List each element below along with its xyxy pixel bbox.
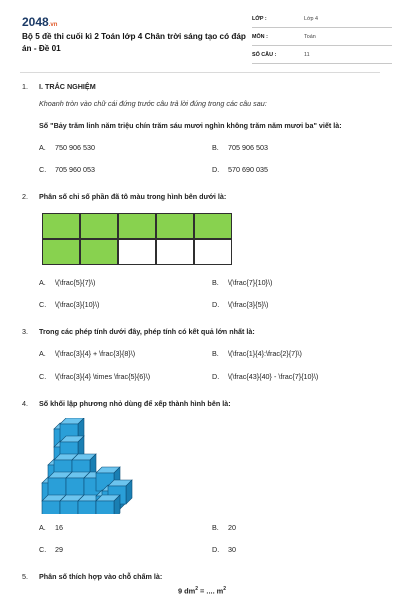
option-label: B. — [212, 349, 219, 358]
meta-row-subject — [252, 32, 392, 46]
logo-text: 2048 — [22, 15, 49, 29]
meta-value: Lớp 4 — [304, 16, 319, 22]
grid-cell-empty — [156, 239, 194, 265]
question-number: 2. — [22, 192, 28, 201]
option-text: 750 906 530 — [55, 143, 95, 152]
option-text: \(\frac{5}{7}\) — [55, 278, 96, 287]
question-number: 3. — [22, 327, 28, 336]
cube-front-face — [66, 478, 84, 496]
logo-tld: .vn — [48, 22, 58, 28]
meta-key: MÔN : — [252, 34, 268, 40]
option-d[interactable] — [212, 300, 268, 310]
conversion-expression — [22, 586, 382, 595]
instruction-text: Khoanh tròn vào chữ cái đứng trước câu trả lời đúng trong các câu sau: — [39, 99, 267, 108]
cube-front-face — [96, 501, 114, 514]
option-a[interactable] — [39, 349, 135, 359]
option-d[interactable] — [212, 372, 318, 382]
option-label: A. — [39, 278, 46, 287]
option-a[interactable] — [39, 143, 95, 153]
header-divider — [20, 72, 380, 73]
question-number: 5. — [22, 572, 28, 581]
option-c[interactable] — [39, 165, 95, 175]
option-b[interactable] — [212, 349, 302, 359]
cube-front-face — [60, 501, 78, 514]
fraction-grid — [42, 213, 234, 265]
meta-key: SỐ CÂU : — [252, 52, 277, 58]
option-b[interactable] — [212, 143, 268, 153]
option-text: \(\frac{3}{4} + \frac{3}{8}\) — [55, 349, 136, 358]
option-c[interactable] — [39, 372, 150, 382]
option-text: \(\frac{3}{5}\) — [228, 300, 269, 309]
option-text: 705 906 503 — [228, 143, 268, 152]
meta-row-class — [252, 14, 392, 28]
option-d[interactable] — [212, 545, 236, 555]
option-a[interactable] — [39, 523, 63, 533]
cube-front-face — [48, 478, 66, 496]
option-c[interactable] — [39, 545, 63, 555]
question-number: 1. — [22, 82, 28, 91]
document-header — [22, 14, 382, 62]
option-label: D. — [212, 545, 220, 554]
option-text: \(\frac{3}{10}\) — [55, 300, 100, 309]
option-label: D. — [212, 372, 220, 381]
document-meta — [252, 14, 392, 68]
cube-stack-figure — [40, 418, 135, 514]
section-heading: I. TRẮC NGHIỆM — [39, 82, 96, 91]
meta-key: LỚP : — [252, 16, 267, 22]
grid-cell-shaded — [42, 213, 80, 239]
grid-cell-shaded — [156, 213, 194, 239]
option-text: 16 — [55, 523, 63, 532]
option-text: \(\frac{43}{40} - \frac{7}{10}\) — [228, 372, 319, 381]
question-text: Phân số thích hợp vào chỗ chấm là: — [39, 572, 163, 581]
option-c[interactable] — [39, 300, 99, 310]
option-text: 29 — [55, 545, 63, 554]
cube-front-face — [42, 501, 60, 514]
cube-front-face — [78, 501, 96, 514]
option-text: 705 960 053 — [55, 165, 95, 174]
meta-value: Toán — [304, 34, 316, 40]
option-label: D. — [212, 165, 220, 174]
option-text: \(\frac{7}{10}\) — [228, 278, 273, 287]
option-text: 30 — [228, 545, 236, 554]
option-label: A. — [39, 143, 46, 152]
grid-cell-shaded — [80, 213, 118, 239]
expr-sup: 2 — [195, 586, 198, 592]
option-label: C. — [39, 372, 47, 381]
question-number: 4. — [22, 399, 28, 408]
question-text: Phân số chỉ số phần đã tô màu trong hình bên dưới là: — [39, 192, 227, 201]
option-d[interactable] — [212, 165, 268, 175]
meta-row-count — [252, 50, 392, 64]
option-text: 20 — [228, 523, 236, 532]
option-text: \(\frac{1}{4}:\frac{2}{7}\) — [228, 349, 302, 358]
grid-cell-empty — [118, 239, 156, 265]
option-a[interactable] — [39, 278, 95, 288]
option-label: C. — [39, 165, 47, 174]
question-text: Trong các phép tính dưới đây, phép tính có kết quả lớn nhất là: — [39, 327, 255, 336]
question-1-prompt: Số "Bảy trăm linh năm triệu chín trăm sáu mươi nghìn không trăm năm mươi ba" viết là: — [39, 121, 342, 130]
option-text: \(\frac{3}{4} \times \frac{5}{6}\) — [55, 372, 151, 381]
option-b[interactable] — [212, 523, 236, 533]
expr-left: 9 dm — [177, 586, 196, 596]
option-label: B. — [212, 143, 219, 152]
grid-cell-shaded — [194, 213, 232, 239]
document-title: Bộ 5 đề thi cuối kì 2 Toán lớp 4 Chân trời sáng tạo có đáp án - Đề 01 — [22, 32, 246, 53]
expr-mid: = .... m — [197, 586, 224, 596]
option-b[interactable] — [212, 278, 272, 288]
option-text: 570 690 035 — [228, 165, 268, 174]
site-logo[interactable] — [22, 15, 57, 29]
option-label: B. — [212, 523, 219, 532]
meta-value: 11 — [304, 52, 310, 58]
grid-cell-shaded — [42, 239, 80, 265]
option-label: C. — [39, 300, 47, 309]
grid-cell-shaded — [80, 239, 118, 265]
option-label: D. — [212, 300, 220, 309]
option-label: A. — [39, 349, 46, 358]
option-label: C. — [39, 545, 47, 554]
grid-cell-empty — [194, 239, 232, 265]
question-text: Số khối lập phương nhỏ dùng để xếp thành hình bên là: — [39, 399, 231, 408]
option-label: A. — [39, 523, 46, 532]
expr-sup: 2 — [223, 586, 227, 592]
option-label: B. — [212, 278, 219, 287]
grid-cell-shaded — [118, 213, 156, 239]
